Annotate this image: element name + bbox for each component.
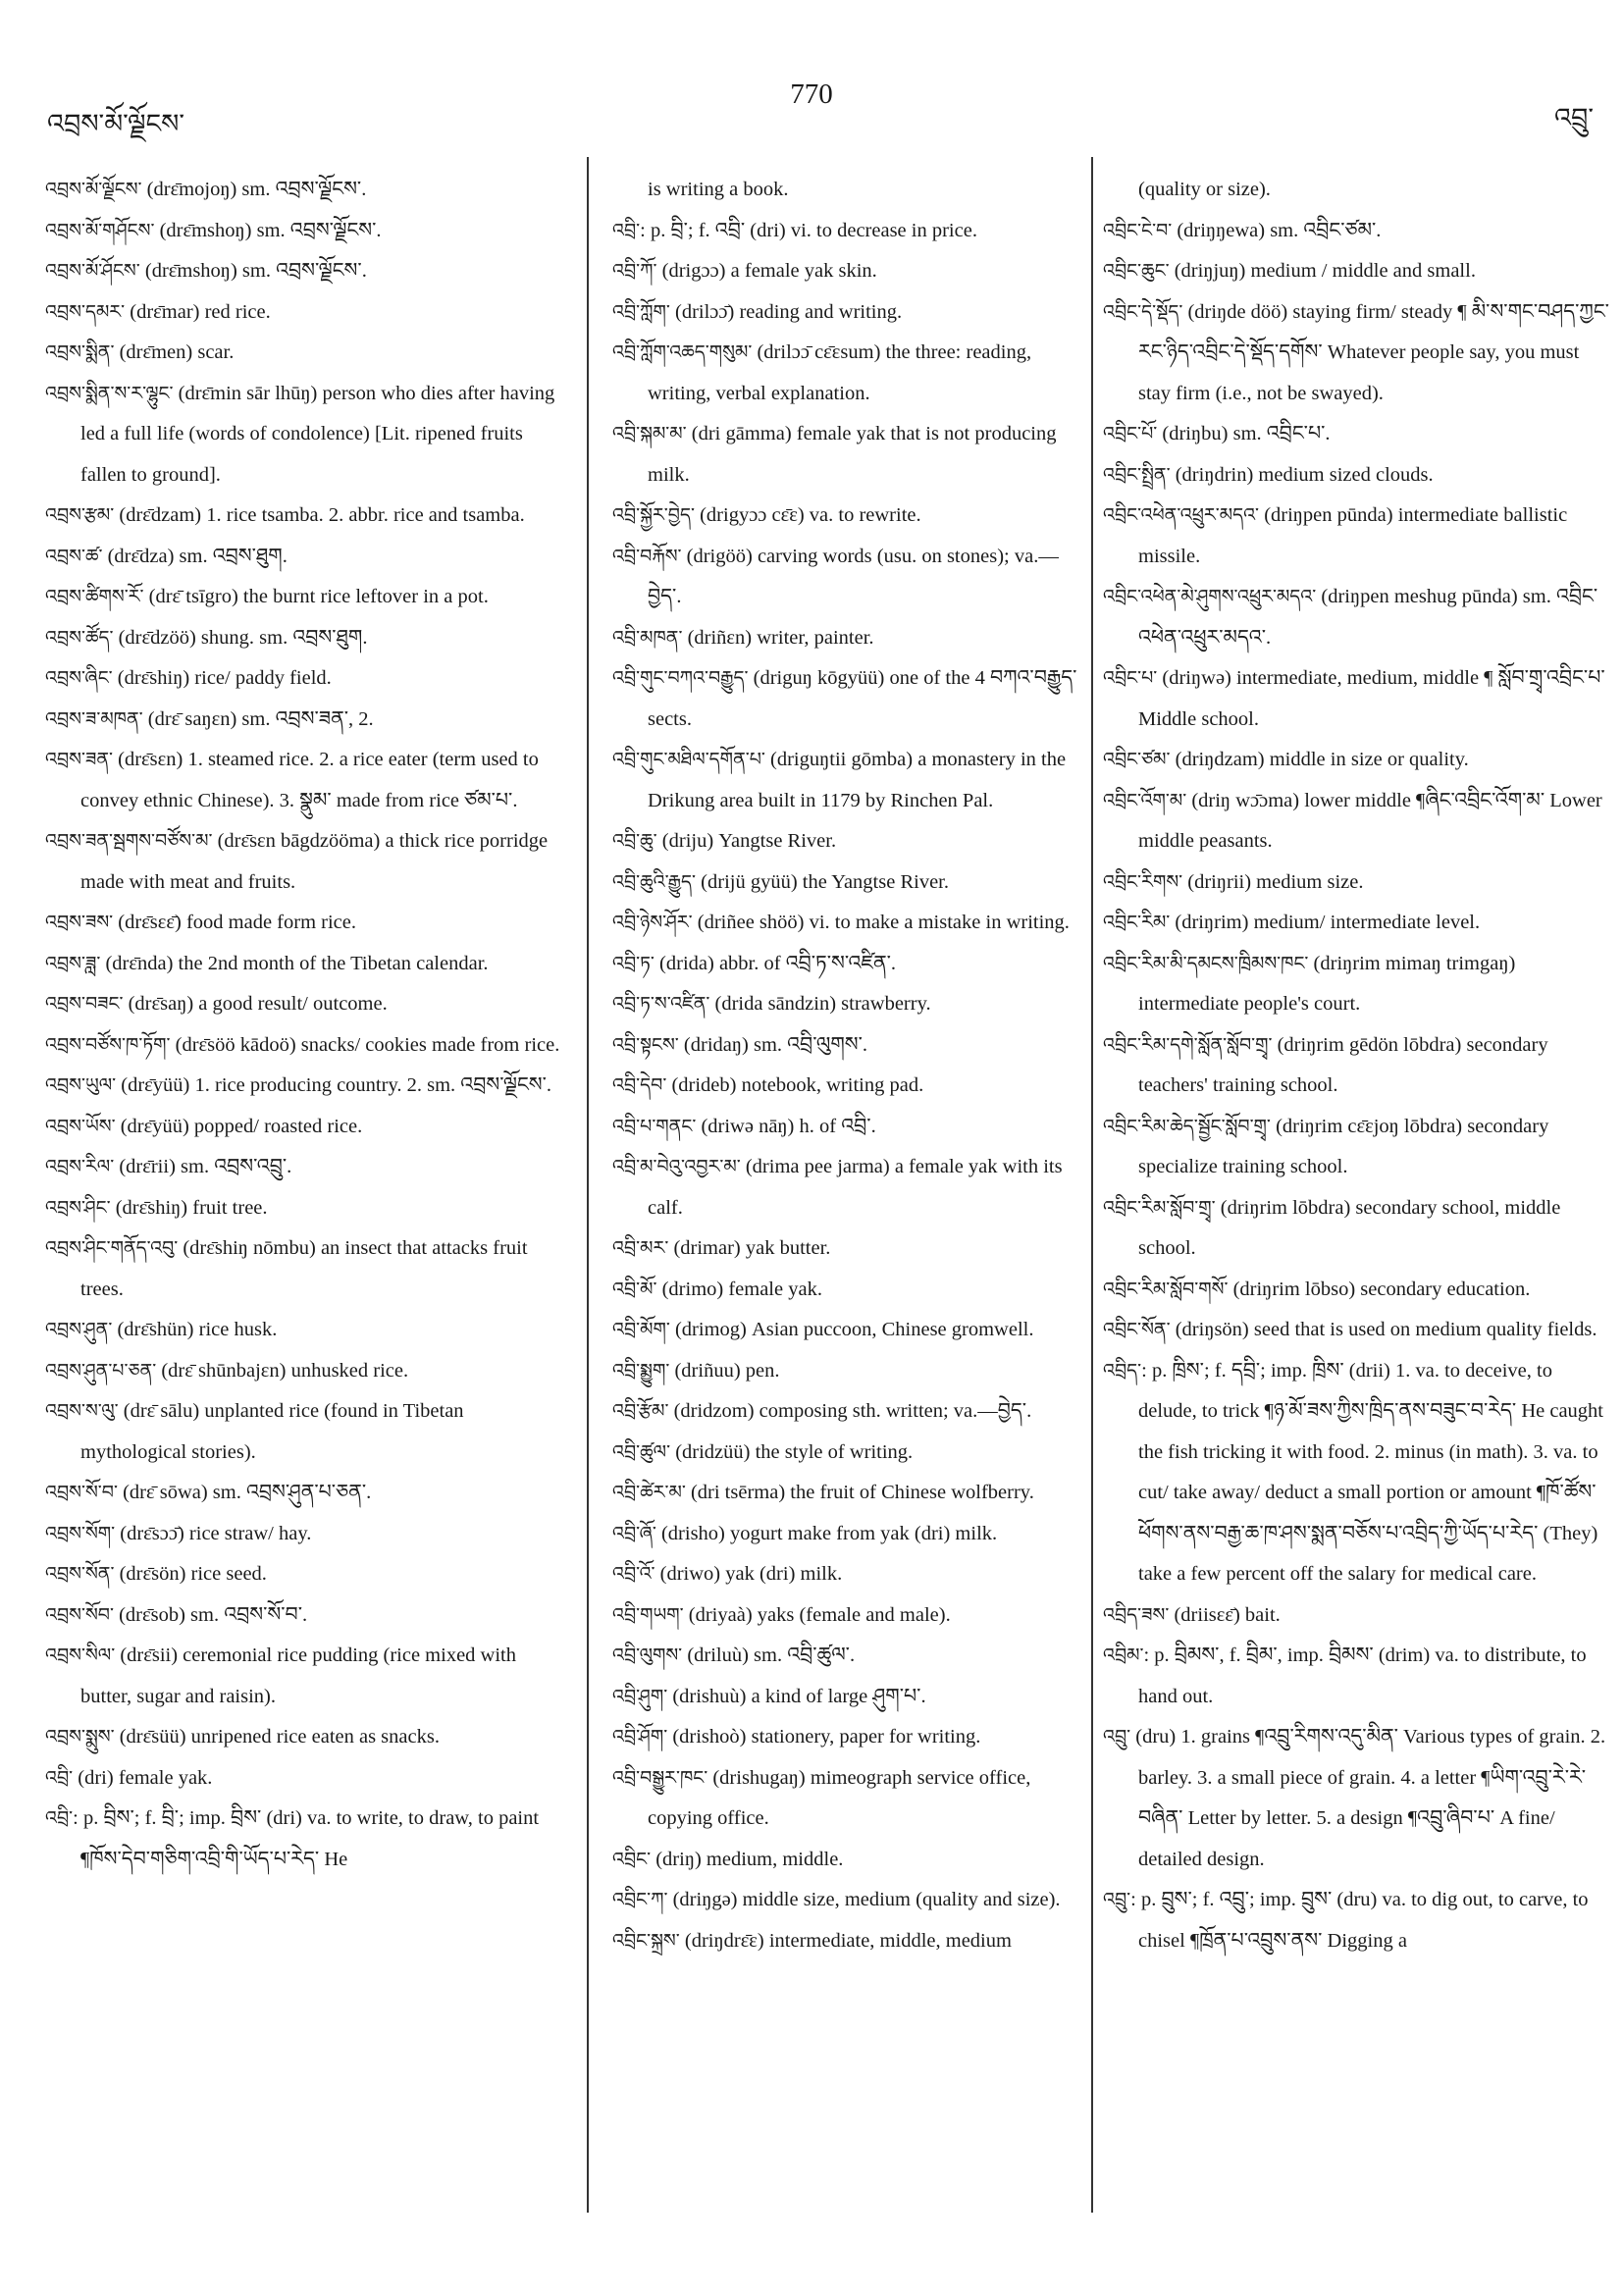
entry-headword: འབྲིང་རིམ་མི་དམངས་ཁྲིམས་ཁང་ <box>1103 952 1309 974</box>
entry-definition: (drɛ̄ sōwa) sm. འབྲས་ཤུན་པ་ཅན་. <box>117 1482 372 1503</box>
entry-headword: འབྲིང་རིམ་ཆེད་སྦྱོང་སློབ་གྲྭ་ <box>1103 1115 1271 1137</box>
dictionary-entry <box>612 333 1079 414</box>
entry-headword: འབྲས་སོན་ <box>45 1563 115 1585</box>
dictionary-entry <box>1103 740 1613 781</box>
entry-definition: (drɛ̄sɛn bāgdzööma) a thick rice porridge made with meat and fruits. <box>80 830 549 893</box>
entry-definition: (quality or size). <box>1138 179 1271 200</box>
entry-headword: འབྲི་མ་བེའུ་འབྱར་མ་ <box>612 1156 741 1177</box>
entry-headword: འབྲས་ཤིང་གནོད་འབུ་ <box>45 1237 179 1259</box>
entry-definition: (drɛ̄mshoŋ) sm. འབྲས་ལྗོངས་. <box>139 260 367 282</box>
entry-definition: (driluù) sm. འབྲི་ཚུལ་. <box>682 1644 856 1666</box>
dictionary-entry <box>612 496 1079 537</box>
entry-headword: འབྲས་ཚ་ <box>45 545 103 567</box>
entry-definition: (driŋjuŋ) medium / middle and small. <box>1169 260 1476 282</box>
entry-definition: (driŋrii) medium size. <box>1182 870 1364 893</box>
entry-headword: འབྲི་ལུགས་ <box>612 1644 683 1666</box>
dictionary-entry <box>1103 1025 1613 1107</box>
entry-headword: འབྲས་ཚོད་ <box>45 626 114 649</box>
dictionary-entry <box>612 944 1079 985</box>
entry-definition: (driju) Yangtse River. <box>656 830 837 852</box>
entry-headword: འབྲི་ <box>45 1807 74 1829</box>
entry-headword: འབྲས་མོ་ལྗོངས་ <box>45 179 142 200</box>
entry-headword: འབྲི་ཆུའི་རྒྱུད་ <box>612 870 697 893</box>
entry-definition: (dridzom) composing sth. written; va.—བྱེད་. <box>668 1400 1032 1422</box>
dictionary-entry <box>45 1636 567 1717</box>
entry-definition: (drɛ̄sɔɔ̄) rice straw/ hay. <box>115 1522 312 1544</box>
entry-definition: (driŋ wɔ̄ɔma) lower middle ¶ཞིང་འབྲིང་འོག་མ་ Lower middle peasants. <box>1138 789 1602 852</box>
entry-headword: འབྲི་ཞོ་ <box>612 1522 656 1544</box>
entry-headword: འབྲས་བཟང་ <box>45 993 124 1015</box>
entry-definition: (drimog) Asian puccoon, Chinese gromwell. <box>669 1319 1034 1340</box>
entry-headword: འབྲས་ཞིང་ <box>45 667 113 689</box>
dictionary-entry <box>45 1391 567 1473</box>
entry-definition: (drigɔɔ) a female yak skin. <box>656 260 877 282</box>
entry-definition: (drɛ̄shün) rice husk. <box>112 1319 278 1340</box>
dictionary-entry <box>1103 1595 1613 1637</box>
entry-definition: (dridzüü) the style of writing. <box>670 1440 914 1463</box>
dictionary-entry <box>45 618 567 659</box>
entry-definition: (driisɛɛ̄) bait. <box>1169 1603 1281 1626</box>
entry-definition: (driñuu) pen. <box>669 1359 780 1382</box>
dictionary-entry <box>1103 944 1613 1025</box>
entry-definition: (driwə nāŋ) h. of འབྲི་. <box>696 1115 876 1137</box>
entry-definition: (drilɔɔ̄ cɛ̄ɛsum) the three: reading, writing, verbal explanation. <box>648 341 1032 404</box>
entry-headword: འབྲི་མར་ <box>612 1237 669 1259</box>
entry-definition: (drishoò) stationery, paper for writing. <box>667 1726 981 1748</box>
entry-headword: འབྲིང་དེ་སྡོད་ <box>1103 300 1183 323</box>
dictionary-entry <box>1103 1188 1613 1270</box>
entry-headword: འབྲིང་ <box>612 1848 652 1870</box>
dictionary-entry <box>45 1758 567 1800</box>
entry-headword: འབྲིད་ཟས་ <box>1103 1603 1170 1626</box>
dictionary-entry <box>45 1514 567 1555</box>
entry-definition: (drimar) yak butter. <box>668 1237 831 1259</box>
dictionary-entry <box>45 1107 567 1148</box>
entry-headword: འབྲས་སོག་ <box>45 1522 116 1544</box>
entry-definition: (driŋrim gēdön lōbdra) secondary teachers' training school. <box>1138 1033 1548 1096</box>
entry-headword: འབྲིང་ཙམ་ <box>1103 749 1171 770</box>
dictionary-entry <box>612 211 1079 252</box>
dictionary-entry <box>45 1351 567 1392</box>
entry-headword: འབྲས་དམར་ <box>45 300 126 323</box>
entry-definition: (drɛ̄ tsīgro) the burnt rice leftover in a pot. <box>143 586 489 607</box>
entry-headword: འབྲས་ཡོས་ <box>45 1115 116 1137</box>
dictionary-entry <box>612 1351 1079 1392</box>
dictionary-entry <box>1103 1636 1613 1717</box>
entry-definition: (drɛ̄yüü) popped/ roasted rice. <box>115 1115 363 1137</box>
entry-headword: འབྲི་ཚེར་མ་ <box>612 1482 686 1503</box>
dictionary-entry <box>45 821 567 903</box>
entry-headword: འབྲས་ཤུན་པ་ཅན་ <box>45 1359 157 1382</box>
entry-headword: འབྲས་མོ་ཤོངས་ <box>45 260 140 282</box>
entry-definition: (driŋwə) intermediate, medium, middle ¶ སློབ་གྲྭ་འབྲིང་པ་ Middle school. <box>1138 667 1605 730</box>
entry-headword: འབྲིད་ <box>1103 1359 1142 1382</box>
dictionary-entry <box>612 414 1079 496</box>
entry-definition: (drɛ̄sii) ceremonial rice pudding (rice mixed with butter, sugar and raisin). <box>80 1644 516 1707</box>
dictionary-entry <box>45 658 567 700</box>
entry-headword: འབྲིང་འཕེན་འཕྲུར་མདའ་ <box>1103 504 1260 526</box>
entry-headword: འབྲི་བསྒྱུར་ཁང་ <box>612 1766 708 1789</box>
entry-headword: འབྲས་སོ་བ་ <box>45 1482 118 1503</box>
entry-headword: འབྲས་ཟས་ <box>45 912 114 933</box>
dictionary-entry <box>45 1554 567 1595</box>
dictionary-entry <box>612 903 1079 944</box>
entry-definition: (drɛ̄ shūnbajɛn) unhusked rice. <box>156 1359 409 1382</box>
entry-headword: འབྲས་སྨུས་ <box>45 1726 115 1748</box>
dictionary-entry <box>612 537 1079 618</box>
column-2 <box>612 170 1079 1961</box>
entry-definition: (dri) female yak. <box>73 1766 213 1789</box>
dictionary-entry <box>612 1595 1079 1637</box>
entry-definition: : p. བྲུས་; f. འབྲུ་; imp. བྲུས་ (dru) va. to dig out, to carve, to chisel ¶ཁྲོན་པ་འབྲུས་ནས་ Digging a <box>1130 1889 1589 1952</box>
dictionary-entry <box>45 700 567 741</box>
dictionary-entry <box>45 1147 567 1188</box>
entry-headword: འབྲི་ཤོག་ <box>612 1726 668 1748</box>
entry-headword: འབྲི་ཀློག་འཆད་གསུམ་ <box>612 341 753 363</box>
dictionary-entry <box>612 251 1079 292</box>
dictionary-entry <box>612 862 1079 904</box>
dictionary-entry <box>1103 455 1613 496</box>
entry-headword: འབྲིང་པོ་ <box>1103 423 1158 444</box>
entry-definition: (driŋgə) middle size, medium (quality and size). <box>667 1889 1061 1910</box>
entry-definition: (driwo) yak (dri) milk. <box>654 1563 843 1585</box>
dictionary-entry <box>45 577 567 618</box>
entry-definition: (drɛ̄mshoŋ) sm. འབྲས་ལྗོངས་. <box>154 219 382 241</box>
dictionary-entry <box>1103 781 1613 862</box>
entry-headword: འབྲི་ཆུ་ <box>612 830 657 852</box>
entry-definition: : p. བྲིས་; f. བྲི་; imp. བྲིས་ (dri) va. to write, to draw, to paint ¶ཁོས་དེབ་གཅིག་འབྲི་གི་ཡོད་པ་རེད་ He <box>73 1807 540 1870</box>
entry-definition: (drɛ̄dzam) 1. rice tsamba. 2. abbr. rice and tsamba. <box>114 504 525 526</box>
running-head-left: འབྲས་མོ་ལྗོངས་ <box>47 109 185 139</box>
entry-definition: : p. ཁྲིས་; f. དབྲི་; imp. ཁྲིས་ (drii) 1. va. to deceive, to delude, to trick ¶ཉ་མོ་ཟས་ཀྱིས་ཁྲིད་ནས་བཟུང་བ་རེད་ He caught the fish tricking it with food. 2. minus (in math). 3. va. to cut/ take away/ deduct a small portion or amount ¶ཁོ་ཚོས་ཕོགས་ནས་བརྒྱ་ཆ་ཁ་ཤས་སྨན་བཅོས་པ་འབྲིད་ཀྱི་ཡོད་པ་རེད་ (They) take a few percent off the salary for medical care. <box>1138 1359 1603 1585</box>
dictionary-entry <box>45 1310 567 1351</box>
dictionary-entry <box>1103 577 1613 658</box>
entry-headword: འབྲི་ <box>612 219 641 241</box>
entry-definition: (drigyɔɔ cɛ̄ɛ) va. to rewrite. <box>694 504 921 526</box>
dictionary-entry <box>45 374 567 496</box>
entry-definition: (drimo) female yak. <box>656 1278 822 1300</box>
dictionary-entry <box>45 903 567 944</box>
entry-headword: འབྲས་མོ་གཤོངས་ <box>45 219 155 241</box>
entry-headword: འབྲས་ས་ལུ་ <box>45 1400 119 1422</box>
dictionary-entry <box>1103 1310 1613 1351</box>
dictionary-entry <box>612 1554 1079 1595</box>
column-divider <box>1091 157 1093 2213</box>
entry-definition: (driŋde döö) staying firm/ steady ¶ མི་ས་གང་བཤད་ཀྱང་རང་ཉིད་འབྲིང་དེ་སྡོད་དགོས་ Whatever people say, you must stay firm (i.e., not be swayed). <box>1138 300 1609 404</box>
entry-definition: is writing a book. <box>648 179 789 200</box>
entry-definition: (driŋbu) sm. འབྲིང་པ་. <box>1157 423 1331 444</box>
entry-headword: འབྲིང་རིམ་སློབ་གསོ་ <box>1103 1278 1229 1300</box>
entry-definition: (drɛ̄shiŋ) rice/ paddy field. <box>112 667 332 689</box>
entry-headword: འབྲི་གུང་མཐིལ་དགོན་པ་ <box>612 749 765 770</box>
dictionary-entry <box>45 292 567 334</box>
entry-definition: (drɛ̄ sālu) unplanted rice (found in Tibetan mythological stories). <box>80 1400 464 1463</box>
dictionary-entry <box>45 211 567 252</box>
dictionary-entry <box>612 292 1079 334</box>
entry-definition: (drɛ̄mojoŋ) sm. འབྲས་ལྗོངས་. <box>141 179 367 200</box>
dictionary-entry <box>612 1677 1079 1718</box>
entry-definition: (drɛ̄saŋ) a good result/ outcome. <box>123 993 388 1015</box>
entry-definition: (drɛ̄sob) sm. འབྲས་སོ་བ་. <box>113 1603 308 1626</box>
entry-definition: : p. བྲི་; f. འབྲི་ (dri) vi. to decrease in price. <box>640 219 977 241</box>
entry-headword: འབྲས་སོབ་ <box>45 1603 114 1626</box>
dictionary-entry <box>612 821 1079 862</box>
entry-headword: འབྲས་ཚིགས་རོ་ <box>45 586 144 607</box>
entry-definition: (drɛ̄sɛɛ̄) food made form rice. <box>113 912 356 933</box>
entry-definition: (drɛ̄shiŋ) fruit tree. <box>110 1196 268 1219</box>
dictionary-entry <box>1103 496 1613 577</box>
entry-definition: (driŋdzam) middle in size or quality. <box>1170 749 1469 770</box>
entry-definition: (driŋpen pūnda) intermediate ballistic missile. <box>1138 504 1568 567</box>
dictionary-entry <box>1103 903 1613 944</box>
column-3 <box>1103 170 1613 1961</box>
entry-definition: (drijü gyüü) the Yangtse River. <box>696 870 949 893</box>
entry-definition: (drilɔɔ̄) reading and writing. <box>669 300 903 323</box>
entry-headword: འབྲས་ཟ་མཁན་ <box>45 707 143 730</box>
entry-headword: འབྲིང་ཆུང་ <box>1103 260 1170 282</box>
dictionary-entry <box>612 658 1079 740</box>
entry-definition: (drɛ̄min sār lhūŋ) person who dies after having led a full life (words of condolence) [Lit. ripened fruits fallen to ground]. <box>80 382 555 486</box>
entry-definition: (driŋsön) seed that is used on medium quality fields. <box>1170 1319 1597 1340</box>
entry-headword: འབྲི་མོ་ <box>612 1278 657 1300</box>
dictionary-entry <box>45 170 567 211</box>
entry-definition: (drɛ̄yüü) 1. rice producing country. 2. sm. འབྲས་ལྗོངས་. <box>116 1074 552 1096</box>
entry-headword: འབྲི་ <box>45 1766 74 1789</box>
entry-definition: (dridaŋ) sm. འབྲི་ལུགས་. <box>678 1033 868 1056</box>
dictionary-entry <box>45 496 567 537</box>
dictionary-entry <box>612 618 1079 659</box>
dictionary-entry <box>612 1840 1079 1881</box>
dictionary-entry <box>1103 1270 1613 1311</box>
entry-definition: (driñɛn) writer, painter. <box>682 626 874 649</box>
entry-headword: འབྲི་པ་གནང་ <box>612 1115 697 1137</box>
entry-headword: འབྲས་སྨིན་ས་ར་ལྷུང་ <box>45 382 174 404</box>
entry-headword: འབྲི་ཉེས་ཤོར་ <box>612 912 693 933</box>
entry-definition: (drɛ̄shiŋ nōmbu) an insect that attacks fruit trees. <box>80 1237 528 1300</box>
entry-headword: འབྲིང་རིགས་ <box>1103 870 1183 893</box>
entry-definition: (drideb) notebook, writing pad. <box>666 1074 924 1096</box>
dictionary-entry <box>612 1147 1079 1228</box>
entry-definition: (driŋrim lōbdra) secondary school, middle school. <box>1138 1196 1561 1259</box>
entry-definition: (drisho) yogurt make from yak (dri) milk. <box>655 1522 998 1544</box>
dictionary-entry <box>612 1921 1079 1962</box>
dictionary-entry <box>612 170 1079 211</box>
dictionary-entry <box>612 1270 1079 1311</box>
dictionary-entry <box>45 333 567 374</box>
entry-definition: (drɛ̄dza) sm. འབྲས་ཐུག. <box>102 545 288 567</box>
entry-headword: འབྲི་སྟངས་ <box>612 1033 679 1056</box>
entry-headword: འབྲིང་འཕེན་མེ་ཤུགས་འཕྲུར་མདའ་ <box>1103 586 1317 607</box>
dictionary-entry <box>45 537 567 578</box>
entry-definition: (driguŋtii gōmba) a monastery in the Drikung area built in 1179 by Rinchen Pal. <box>648 749 1067 811</box>
entry-definition: (drɛ̄söö kādoö) snacks/ cookies made from rice. <box>170 1033 560 1056</box>
dictionary-entry <box>1103 251 1613 292</box>
entry-headword: འབྲིང་ཀ་ <box>612 1889 668 1910</box>
entry-headword: འབྲི་ཀློག་ <box>612 300 670 323</box>
entry-headword: འབྲི་མཁན་ <box>612 626 683 649</box>
dictionary-entry <box>1103 1351 1613 1595</box>
dictionary-entry <box>45 1799 567 1880</box>
entry-definition: (driŋrim lōbso) secondary education. <box>1228 1278 1531 1300</box>
entry-definition: (driŋrim mimaŋ trimgaŋ) intermediate people's court. <box>1138 952 1516 1015</box>
entry-definition: (driŋŋewa) sm. འབྲིང་ཙམ་. <box>1172 219 1382 241</box>
entry-definition: (drigöö) carving words (usu. on stones); va.—བྱེད་. <box>648 545 1059 607</box>
dictionary-entry <box>612 1758 1079 1840</box>
dictionary-entry <box>45 944 567 985</box>
entry-headword: འབྲིང་རིམ་སློབ་གྲྭ་ <box>1103 1196 1216 1219</box>
entry-definition: (drɛ̄sɛn) 1. steamed rice. 2. a rice eater (term used to convey ethnic Chinese). 3. སྣུམ་ made from rice ཙམ་པ་. <box>80 749 539 811</box>
dictionary-entry <box>612 740 1079 821</box>
entry-definition: (driŋpen meshug pūnda) sm. འབྲིང་འཕེན་འཕྲུར་མདའ་. <box>1138 586 1598 649</box>
dictionary-entry <box>45 1717 567 1758</box>
entry-headword: འབྲིམ་ <box>1103 1644 1144 1666</box>
entry-definition: (driguŋ kōgyüü) one of the 4 བཀའ་བརྒྱུད་ sects. <box>648 667 1077 730</box>
entry-definition: (drishugaŋ) mimeograph service office, copying office. <box>648 1766 1031 1829</box>
entry-headword: འབྲིང་སྤྲིན་ <box>1103 463 1171 486</box>
entry-definition: (dru) 1. grains ¶འབྲུ་རིགས་འདུ་མིན་ Various types of grain. 2. barley. 3. a small piece of grain. 4. a letter ¶ཡིག་འབྲུ་རེ་རེ་བཞིན་ Letter by letter. 5. a design ¶འབྲུ་ཞིབ་པ་ A fine/ detailed design. <box>1130 1726 1606 1870</box>
entry-headword: འབྲི་འོ་ <box>612 1563 655 1585</box>
entry-headword: འབྲི་བརྐོས་ <box>612 545 682 567</box>
entry-headword: འབྲིང་ངེ་བ་ <box>1103 219 1173 241</box>
entry-definition: (driŋrim) medium/ intermediate level. <box>1170 912 1481 933</box>
dictionary-entry <box>612 1107 1079 1148</box>
entry-headword: འབྲུ་ <box>1103 1726 1131 1748</box>
entry-headword: འབྲི་གཡག་ <box>612 1603 684 1626</box>
entry-definition: (drɛ̄dzöö) shung. sm. འབྲས་ཐུག. <box>113 626 368 649</box>
entry-definition: (drɛ̄süü) unripened rice eaten as snacks. <box>114 1726 440 1748</box>
entry-definition: (drishuù) a kind of large ཤུག་པ་. <box>667 1685 926 1707</box>
entry-headword: འབྲས་ཤུན་ <box>45 1319 113 1340</box>
dictionary-entry <box>612 1473 1079 1514</box>
entry-headword: འབྲི་མོག་ <box>612 1319 670 1340</box>
dictionary-entry <box>1103 211 1613 252</box>
dictionary-entry <box>1103 658 1613 740</box>
dictionary-entry <box>612 1433 1079 1474</box>
entry-headword: འབྲི་ཏ་ <box>612 952 654 974</box>
entry-headword: འབྲི་ཚུལ་ <box>612 1440 671 1463</box>
entry-definition: (driŋdrin) medium sized clouds. <box>1170 463 1434 486</box>
entry-definition: (drɛ̄men) scar. <box>114 341 235 363</box>
entry-definition: (driyaà) yaks (female and male). <box>683 1603 951 1626</box>
entry-definition: (dri gāmma) female yak that is not producing milk. <box>648 423 1057 486</box>
dictionary-entry <box>1103 1717 1613 1880</box>
entry-headword: འབྲིང་རིམ་དགེ་སློན་སློབ་གྲྭ་ <box>1103 1033 1273 1056</box>
dictionary-entry <box>1103 1107 1613 1188</box>
page-number: 770 <box>790 78 833 110</box>
dictionary-entry <box>1103 1880 1613 1961</box>
entry-headword: འབྲིང་འོག་མ་ <box>1103 789 1187 811</box>
entry-headword: འབྲི་སྐྱོར་བྱེད་ <box>612 504 695 526</box>
entry-headword: འབྲི་སྐམ་མ་ <box>612 423 687 444</box>
dictionary-entry <box>612 1717 1079 1758</box>
entry-definition: (drida sāndzin) strawberry. <box>709 993 931 1015</box>
dictionary-entry <box>612 1880 1079 1921</box>
entry-definition: : p. བྲིམས་, f. བྲིམ་, imp. བྲིམས་ (drim) va. to distribute, to hand out. <box>1138 1644 1587 1707</box>
dictionary-entry <box>612 1025 1079 1067</box>
dictionary-entry <box>45 1595 567 1637</box>
entry-headword: འབྲས་སྨིན་ <box>45 341 115 363</box>
entry-headword: འབྲི་ཀོ་ <box>612 260 657 282</box>
entry-definition: (dri tsērma) the fruit of Chinese wolfberry. <box>685 1482 1034 1503</box>
entry-headword: འབྲས་སིལ་ <box>45 1644 116 1666</box>
running-head-right: འབྲུ་ <box>1554 103 1594 133</box>
entry-headword: འབྲས་ཟླ་ <box>45 952 101 974</box>
dictionary-entry <box>612 1310 1079 1351</box>
entry-definition: (driñee shöö) vi. to make a mistake in writing. <box>692 912 1070 933</box>
entry-definition: (drɛ̄nda) the 2nd month of the Tibetan calendar. <box>100 952 489 974</box>
entry-headword: འབྲུ་ <box>1103 1889 1131 1910</box>
entry-headword: འབྲིང་པ་ <box>1103 667 1158 689</box>
entry-headword: འབྲི་རྩོམ་ <box>612 1400 669 1422</box>
entry-definition: (driŋrim cɛ̄ɛjoŋ lōbdra) secondary specialize training school. <box>1138 1115 1549 1177</box>
entry-headword: འབྲས་ཟན་ <box>45 749 114 770</box>
dictionary-entry <box>1103 170 1613 211</box>
entry-headword: འབྲི་སྨྱུག་ <box>612 1359 670 1382</box>
entry-definition: (driŋdrɛ̄ɛ) intermediate, middle, medium <box>679 1929 1012 1952</box>
entry-headword: འབྲས་ཤིང་ <box>45 1196 111 1219</box>
dictionary-entry <box>45 1066 567 1107</box>
entry-headword: འབྲས་ཡུལ་ <box>45 1074 117 1096</box>
entry-headword: འབྲིང་རིམ་ <box>1103 912 1171 933</box>
dictionary-entry <box>1103 414 1613 455</box>
entry-definition: (driŋ) medium, middle. <box>651 1848 844 1870</box>
dictionary-entry <box>612 984 1079 1025</box>
dictionary-entry <box>45 1025 567 1067</box>
entry-headword: འབྲི་ཤུག་ <box>612 1685 668 1707</box>
entry-definition: (drɛ̄rii) sm. འབྲས་འབྲུ་. <box>114 1156 292 1177</box>
dictionary-entry <box>45 251 567 292</box>
entry-headword: འབྲི་ཏ་ས་འཛིན་ <box>612 993 710 1015</box>
entry-headword: འབྲས་རིལ་ <box>45 1156 115 1177</box>
entry-definition: (drida) abbr. of འབྲི་ཏ་ས་འཛིན་. <box>654 952 897 974</box>
entry-definition: (drɛ̄ saŋɛn) sm. འབྲས་ཟན་, 2. <box>142 707 374 730</box>
entry-headword: འབྲི་གུང་བཀའ་བརྒྱུད་ <box>612 667 749 689</box>
dictionary-entry <box>45 1188 567 1229</box>
dictionary-entry <box>612 1391 1079 1433</box>
entry-headword: འབྲས་བཙོས་ཁ་ཏོག་ <box>45 1033 171 1056</box>
entry-definition: (drɛ̄mar) red rice. <box>125 300 271 323</box>
dictionary-entry <box>45 1228 567 1310</box>
dictionary-entry <box>612 1066 1079 1107</box>
entry-headword: འབྲིང་སྐྲས་ <box>612 1929 680 1952</box>
column-1 <box>45 170 567 1880</box>
entry-headword: འབྲི་དེབ་ <box>612 1074 667 1096</box>
dictionary-entry <box>612 1636 1079 1677</box>
entry-definition: (drɛ̄sön) rice seed. <box>114 1563 267 1585</box>
dictionary-entry <box>612 1514 1079 1555</box>
dictionary-entry <box>45 740 567 821</box>
dictionary-entry <box>45 1473 567 1514</box>
entry-headword: འབྲས་རྩམ་ <box>45 504 115 526</box>
entry-headword: འབྲས་ཟན་སྦགས་བཙོས་མ་ <box>45 830 213 852</box>
dictionary-entry <box>1103 862 1613 904</box>
dictionary-entry <box>612 1228 1079 1270</box>
dictionary-entry <box>1103 292 1613 415</box>
entry-definition: (drima pee jarma) a female yak with its calf. <box>648 1156 1063 1219</box>
column-divider <box>587 157 589 2213</box>
entry-headword: འབྲིང་སོན་ <box>1103 1319 1171 1340</box>
dictionary-entry <box>45 984 567 1025</box>
